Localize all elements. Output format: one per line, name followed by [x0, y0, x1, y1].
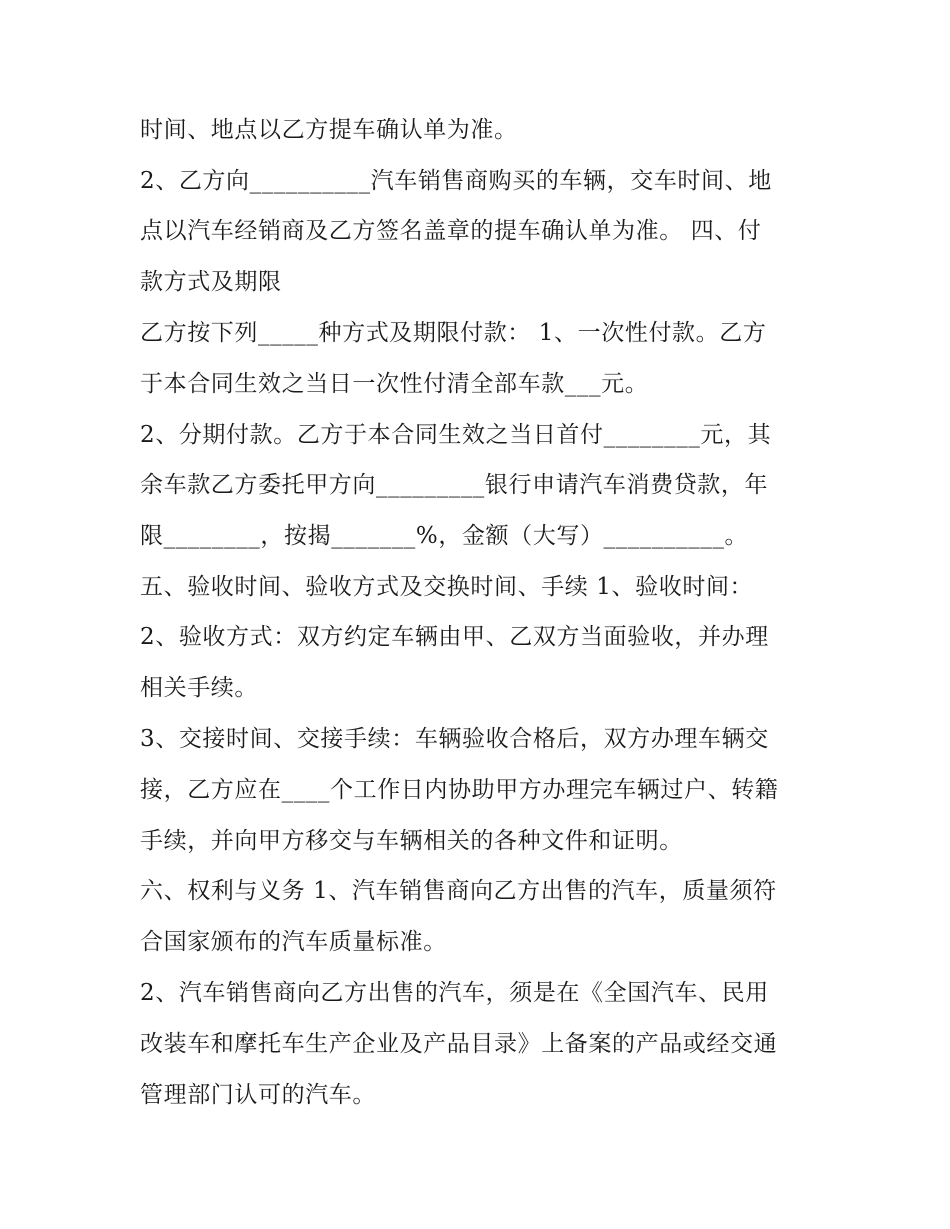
- text-line: 五、验收时间、验收方式及交换时间、手续 1、验收时间：: [140, 574, 754, 600]
- text-line: 于本合同生效之当日一次性付清全部车款___元。: [140, 371, 649, 397]
- text-line: 接，乙方应在____个工作日内协助甲方办理完车辆过户、转籍: [140, 777, 779, 803]
- text-line: 六、权利与义务 1、汽车销售商向乙方出售的汽车，质量须符: [140, 878, 777, 904]
- text-line: 乙方按下列_____种方式及期限付款： 1、一次性付款。乙方: [140, 320, 767, 346]
- text-line: 款方式及期限: [140, 269, 282, 295]
- text-line: 2、汽车销售商向乙方出售的汽车，须是在《全国汽车、民用: [140, 980, 769, 1006]
- text-line: 限________，按揭_______%，金额（大写）__________。: [140, 523, 749, 549]
- text-line: 2、乙方向__________汽车销售商购买的车辆，交车时间、地: [140, 168, 772, 194]
- text-line: 改装车和摩托车生产企业及产品目录》上备案的产品或经交通: [140, 1031, 778, 1057]
- text-line: 合国家颁布的汽车质量标准。: [140, 929, 447, 955]
- text-line: 管理部门认可的汽车。: [140, 1082, 376, 1108]
- text-line: 2、分期付款。乙方于本合同生效之当日首付________元，其: [140, 422, 772, 448]
- text-line: 3、交接时间、交接手续：车辆验收合格后，双方办理车辆交: [140, 726, 769, 752]
- text-line: 余车款乙方委托甲方向_________银行申请汽车消费贷款，年: [140, 472, 769, 498]
- text-line: 手续，并向甲方移交与车辆相关的各种文件和证明。: [140, 828, 683, 854]
- text-line: 相关手续。: [140, 675, 258, 701]
- text-line: 时间、地点以乙方提车确认单为准。: [140, 117, 518, 143]
- text-line: 2、验收方式：双方约定车辆由甲、乙双方当面验收，并办理: [140, 624, 769, 650]
- text-line: 点以汽车经销商及乙方签名盖章的提车确认单为准。 四、付: [140, 218, 762, 244]
